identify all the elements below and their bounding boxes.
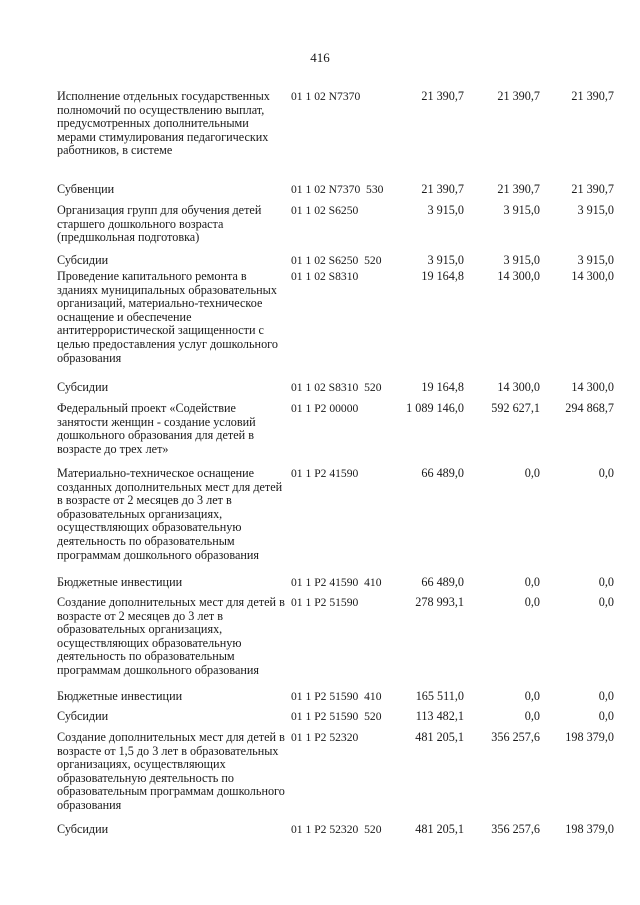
row-value-3: 0,0: [598, 709, 614, 723]
row-value-1: 3 915,0: [427, 253, 464, 267]
row-value-1: 481 205,1: [415, 822, 464, 836]
row-code: 01 1 P2 00000: [291, 402, 359, 415]
row-code: 01 1 P2 41590 410: [291, 576, 382, 589]
row-name: Материально-техническое оснащение созданных дополнительных мест для детей в возрасте от 2 месяцев до 3 лет в образовательных организациях, осуществляющих образовательную деятельность по образовательным программам дошкольного образования: [57, 466, 283, 562]
row-value-1: 165 511,0: [415, 689, 464, 703]
row-code: 01 1 P2 51590: [291, 596, 359, 609]
row-value-2: 592 627,1: [491, 401, 540, 415]
row-name: Федеральный проект «Содействие занятости женщин - создание условий дошкольного образования для детей в возрасте до трех лет»: [57, 401, 256, 456]
row-value-3: 0,0: [598, 689, 614, 703]
row-code: 01 1 02 S8310 520: [291, 381, 382, 394]
row-value-1: 66 489,0: [421, 466, 464, 480]
row-name: Субсидии: [57, 709, 109, 723]
row-value-2: 356 257,6: [491, 730, 540, 744]
row-value-1: 3 915,0: [427, 203, 464, 217]
row-value-2: 0,0: [524, 466, 540, 480]
row-value-3: 294 868,7: [565, 401, 614, 415]
row-value-1: 21 390,7: [421, 182, 464, 196]
row-value-3: 21 390,7: [571, 89, 614, 103]
row-code: 01 1 02 S6250 520: [291, 254, 382, 267]
row-name: Бюджетные инвестиции: [57, 689, 183, 703]
row-value-2: 21 390,7: [497, 182, 540, 196]
row-name: Создание дополнительных мест для детей в возрасте от 1,5 до 3 лет в образовательных организациях, осуществляющих образовательную деятельность по образовательным программам дошкольного образования: [57, 730, 285, 812]
row-name: Субвенции: [57, 182, 115, 196]
row-value-1: 1 089 146,0: [406, 401, 464, 415]
row-value-3: 3 915,0: [577, 203, 614, 217]
row-value-2: 0,0: [524, 575, 540, 589]
row-value-1: 19 164,8: [421, 380, 464, 394]
row-code: 01 1 02 S6250: [291, 204, 359, 217]
row-code: 01 1 02 S8310: [291, 270, 359, 283]
row-value-2: 0,0: [524, 689, 540, 703]
row-value-1: 19 164,8: [421, 269, 464, 283]
row-value-3: 21 390,7: [571, 182, 614, 196]
row-name: Организация групп для обучения детей старшего дошкольного возраста (предшкольная подготовка): [57, 203, 262, 245]
row-value-1: 21 390,7: [421, 89, 464, 103]
row-name: Проведение капитального ремонта в зданиях муниципальных образовательных организаций, материально-техническое оснащение и обеспечение антитеррористической защищенности с целью предоставления услуг дошкольного образования: [57, 269, 278, 365]
row-code: 01 1 02 N7370: [291, 90, 361, 103]
row-value-3: 14 300,0: [571, 380, 614, 394]
row-code: 01 1 P2 52320: [291, 731, 359, 744]
row-code: 01 1 P2 52320 520: [291, 823, 382, 836]
row-value-2: 14 300,0: [497, 269, 540, 283]
page-number: 416: [310, 50, 330, 65]
row-name: Субсидии: [57, 822, 109, 836]
row-value-2: 3 915,0: [503, 203, 540, 217]
row-value-2: 3 915,0: [503, 253, 540, 267]
row-name: Субсидии: [57, 380, 109, 394]
row-value-1: 113 482,1: [415, 709, 464, 723]
row-value-2: 0,0: [524, 709, 540, 723]
row-value-3: 3 915,0: [577, 253, 614, 267]
row-value-2: 14 300,0: [497, 380, 540, 394]
row-code: 01 1 P2 51590 520: [291, 710, 382, 723]
row-value-1: 66 489,0: [421, 575, 464, 589]
row-name: Бюджетные инвестиции: [57, 575, 183, 589]
row-value-2: 0,0: [524, 595, 540, 609]
row-name: Исполнение отдельных государственных полномочий по осуществлению выплат, предусмотренных дополнительными мерами стимулирования педагогических работников, в системе: [57, 89, 270, 158]
row-value-1: 278 993,1: [415, 595, 464, 609]
row-value-1: 481 205,1: [415, 730, 464, 744]
row-value-3: 198 379,0: [565, 822, 614, 836]
row-name: Создание дополнительных мест для детей в возрасте от 2 месяцев до 3 лет в образовательных организациях, осуществляющих образовательную деятельность по образовательным программам дошкольного образования: [57, 595, 285, 677]
row-value-3: 0,0: [598, 595, 614, 609]
row-code: 01 1 P2 51590 410: [291, 690, 382, 703]
row-name: Субсидии: [57, 253, 109, 267]
row-value-2: 356 257,6: [491, 822, 540, 836]
row-value-3: 14 300,0: [571, 269, 614, 283]
row-code: 01 1 P2 41590: [291, 467, 359, 480]
row-value-2: 21 390,7: [497, 89, 540, 103]
row-value-3: 0,0: [598, 466, 614, 480]
row-value-3: 198 379,0: [565, 730, 614, 744]
row-value-3: 0,0: [598, 575, 614, 589]
row-code: 01 1 02 N7370 530: [291, 183, 384, 196]
